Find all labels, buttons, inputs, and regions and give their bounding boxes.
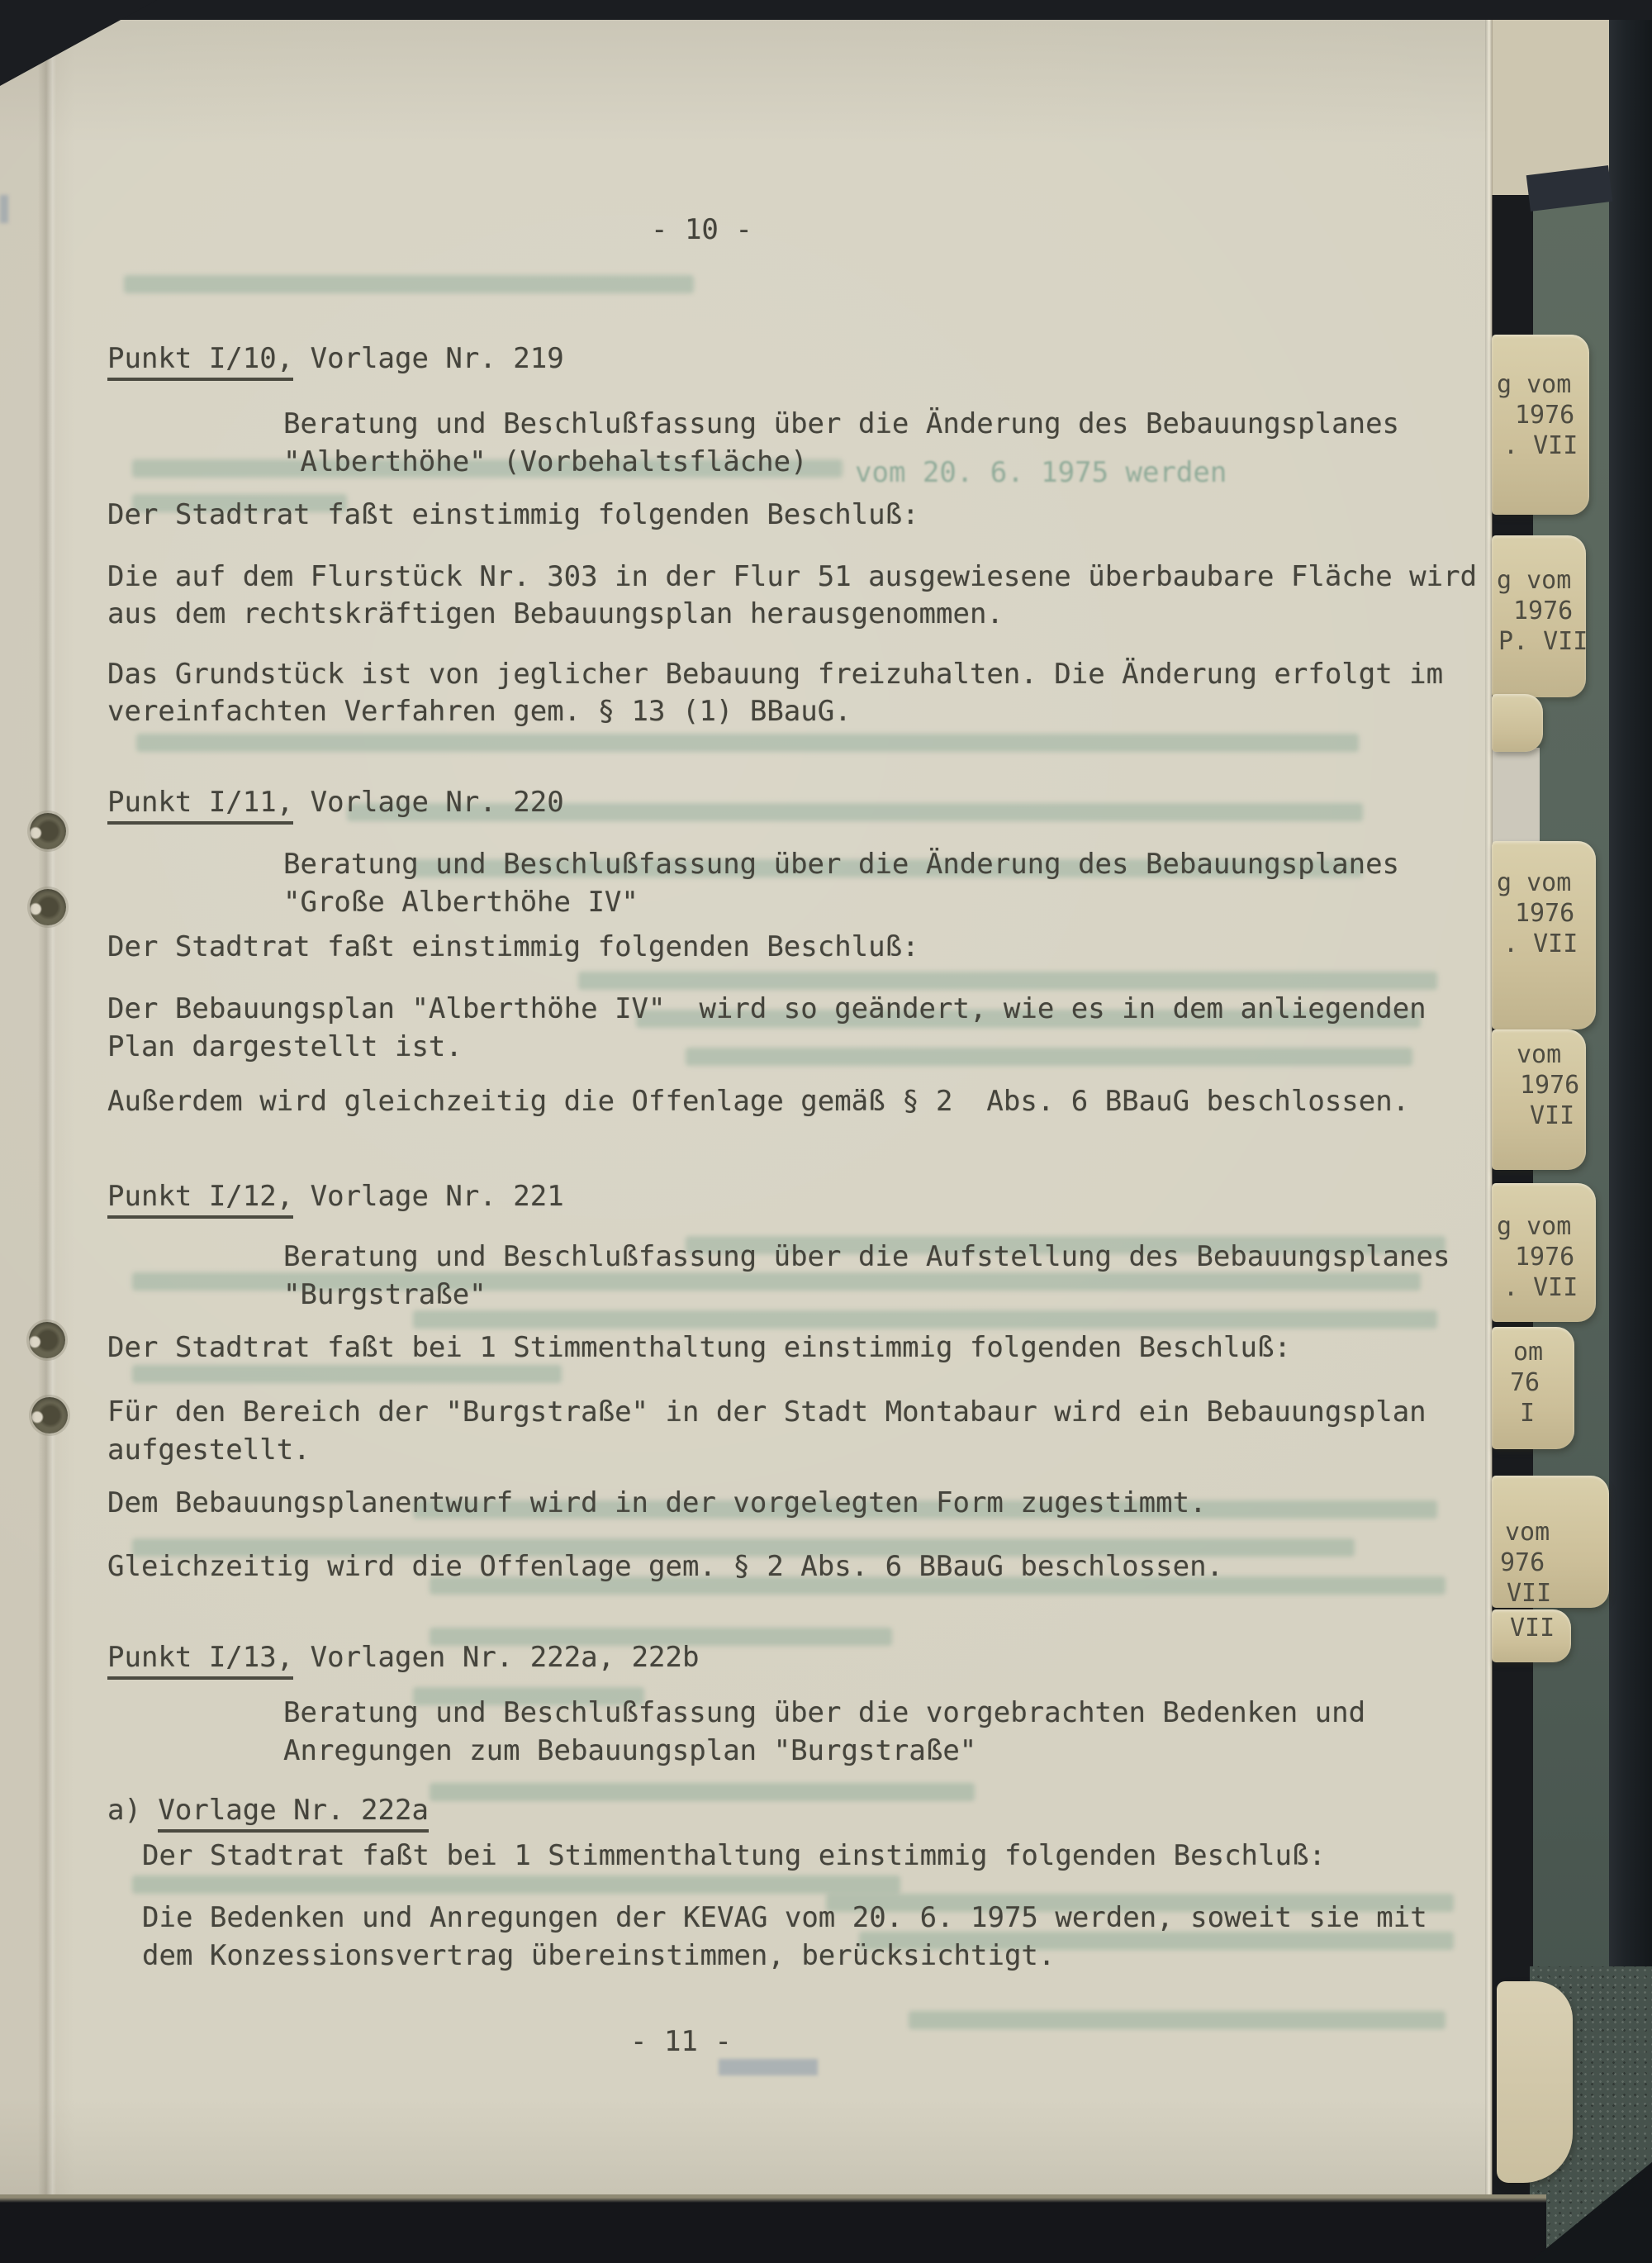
paragraph-line: aufgestellt.: [107, 1433, 311, 1467]
heading-rest: Vorlage Nr. 219: [293, 342, 564, 375]
table-surface-bottom: [0, 2194, 1546, 2263]
book-cover-edge: [1607, 0, 1652, 2263]
bleedthrough-line: [136, 734, 1359, 752]
bleedthrough-line: [132, 1365, 562, 1383]
heading-underlined: Punkt I/13,: [107, 1641, 293, 1680]
tab-label-line: 976: [1500, 1548, 1545, 1577]
tab-label-line: om: [1513, 1338, 1544, 1367]
section-heading: [107, 1639, 699, 1676]
tab-label-line: 76: [1510, 1368, 1540, 1397]
subsection-label-underlined: Vorlage Nr. 222a: [158, 1794, 429, 1833]
paragraph-line: Für den Bereich der "Burgstraße" in der Stadt Montabaur wird ein Bebauungsplan: [107, 1395, 1427, 1429]
tab-label-line: 1976: [1515, 401, 1575, 430]
tab-label-line: . VII: [1503, 929, 1578, 958]
subject-line: Beratung und Beschlußfassung über die Änderung des Bebauungsplanes: [283, 407, 1400, 440]
heading-underlined: Punkt I/10,: [107, 342, 293, 381]
index-tab: [1492, 1183, 1596, 1322]
paragraph-line: Der Bebauungsplan "Alberthöhe IV" wird so geändert, wie es in dem anliegenden: [107, 992, 1427, 1025]
index-tab: [1492, 1476, 1609, 1608]
edge-mark: [0, 195, 8, 223]
subject-line: "Große Alberthöhe IV": [283, 886, 638, 919]
binding-hole: [29, 1322, 65, 1358]
paragraph-line: Die auf dem Flurstück Nr. 303 in der Flur 51 ausgewiesene überbaubare Fläche wird: [107, 560, 1478, 593]
paragraph-line: Plan dargestellt ist.: [107, 1030, 463, 1063]
tab-label-line: . VII: [1503, 1273, 1578, 1302]
subject-line: Beratung und Beschlußfassung über die Aufstellung des Bebauungsplanes: [283, 1240, 1450, 1273]
subsection-marker: a): [107, 1794, 159, 1827]
page-corner-curl: [1497, 1981, 1573, 2183]
page-number-top: - 10 -: [651, 213, 752, 246]
paragraph-line: Der Stadtrat faßt bei 1 Stimmenthaltung einstimmig folgenden Beschluß:: [107, 1331, 1291, 1364]
heading-rest: Vorlagen Nr. 222a, 222b: [293, 1641, 700, 1674]
tab-label-line: I: [1520, 1399, 1536, 1428]
paragraph-line: Der Stadtrat faßt einstimmig folgenden Beschluß:: [107, 930, 919, 963]
index-tab: [1492, 1029, 1586, 1170]
binding-hole: [31, 1397, 68, 1433]
tab-label-line: g vom: [1497, 868, 1572, 897]
bleedthrough-line: [124, 275, 694, 293]
subject-line: "Alberthöhe" (Vorbehaltsfläche): [283, 445, 808, 478]
binding-hole: [30, 813, 66, 849]
section-heading: [107, 1178, 564, 1215]
paragraph-line: Die Bedenken und Anregungen der KEVAG vom 20. 6. 1975 werden, soweit sie mit: [142, 1901, 1427, 1934]
heading-rest: Vorlage Nr. 220: [293, 786, 564, 819]
paragraph-line: Der Stadtrat faßt einstimmig folgenden Beschluß:: [107, 498, 919, 531]
tab-label-line: . VII: [1503, 431, 1578, 460]
bleedthrough-text: vom 20. 6. 1975 werden: [855, 456, 1227, 489]
tab-label-line: g vom: [1497, 370, 1572, 399]
tab-label-line: P. VII: [1498, 627, 1588, 656]
paragraph-line: vereinfachten Verfahren gem. § 13 (1) BBauG.: [107, 695, 852, 728]
index-tab-blank: [1492, 694, 1543, 752]
heading-underlined: Punkt I/12,: [107, 1180, 293, 1219]
tab-label-line: 1976: [1515, 899, 1575, 928]
tab-label-line: vom: [1505, 1518, 1550, 1547]
page-stack-gap: [1492, 748, 1540, 844]
heading-underlined: Punkt I/11,: [107, 786, 293, 825]
paragraph-line: Dem Bebauungsplanentwurf wird in der vorgelegten Form zugestimmt.: [107, 1486, 1207, 1519]
bleedthrough-line: [430, 1783, 975, 1801]
index-tab: [1492, 335, 1589, 515]
heading-rest: Vorlage Nr. 221: [293, 1180, 564, 1213]
tab-label-line: vom: [1517, 1040, 1562, 1069]
index-tab: [1492, 841, 1596, 1029]
bleedthrough-line: [686, 1048, 1412, 1066]
tab-label-line: VII: [1510, 1614, 1555, 1643]
tab-label-line: VII: [1507, 1579, 1552, 1608]
index-tab: [1492, 1609, 1571, 1662]
tab-label-line: 1976: [1520, 1071, 1580, 1100]
paragraph-line: Das Grundstück ist von jeglicher Bebauung freizuhalten. Die Änderung erfolgt im: [107, 658, 1444, 691]
subject-line: "Burgstraße": [283, 1278, 487, 1311]
subject-line: Beratung und Beschlußfassung über die Änderung des Bebauungsplanes: [283, 848, 1400, 881]
bleedthrough-line: [132, 1876, 900, 1894]
paragraph-line: Gleichzeitig wird die Offenlage gem. § 2 Abs. 6 BBauG beschlossen.: [107, 1550, 1224, 1583]
section-heading: [107, 784, 564, 820]
paragraph-line: aus dem rechtskräftigen Bebauungsplan herausgenommen.: [107, 597, 1004, 630]
paragraph-line: Außerdem wird gleichzeitig die Offenlage gemäß § 2 Abs. 6 BBauG beschlossen.: [107, 1085, 1410, 1118]
subject-line: Anregungen zum Bebauungsplan "Burgstraße": [283, 1734, 977, 1767]
ink-smudge: [719, 2059, 818, 2075]
tab-label-line: g vom: [1497, 1212, 1572, 1241]
table-surface-top: [0, 0, 1652, 20]
index-tab: [1492, 1327, 1574, 1449]
section-heading: [107, 340, 564, 377]
tab-label-line: VII: [1530, 1101, 1575, 1130]
left-binding-crease: [38, 20, 56, 2198]
bleedthrough-line: [909, 2011, 1446, 2029]
paragraph-line: Der Stadtrat faßt bei 1 Stimmenthaltung einstimmig folgenden Beschluß:: [142, 1839, 1326, 1872]
subject-line: Beratung und Beschlußfassung über die vorgebrachten Bedenken und: [283, 1696, 1366, 1729]
paragraph-line: dem Konzessionsvertrag übereinstimmen, berücksichtigt.: [142, 1939, 1056, 1972]
bleedthrough-line: [413, 1310, 1437, 1329]
binding-hole: [30, 889, 66, 925]
tab-label-line: g vom: [1497, 566, 1572, 595]
bleedthrough-line: [578, 972, 1437, 990]
index-tab: [1492, 535, 1586, 697]
tab-label-line: 1976: [1515, 1243, 1575, 1272]
page-number-bottom: - 11 -: [630, 2025, 732, 2058]
tab-label-line: 1976: [1513, 597, 1574, 625]
subsection-heading: [107, 1792, 429, 1828]
